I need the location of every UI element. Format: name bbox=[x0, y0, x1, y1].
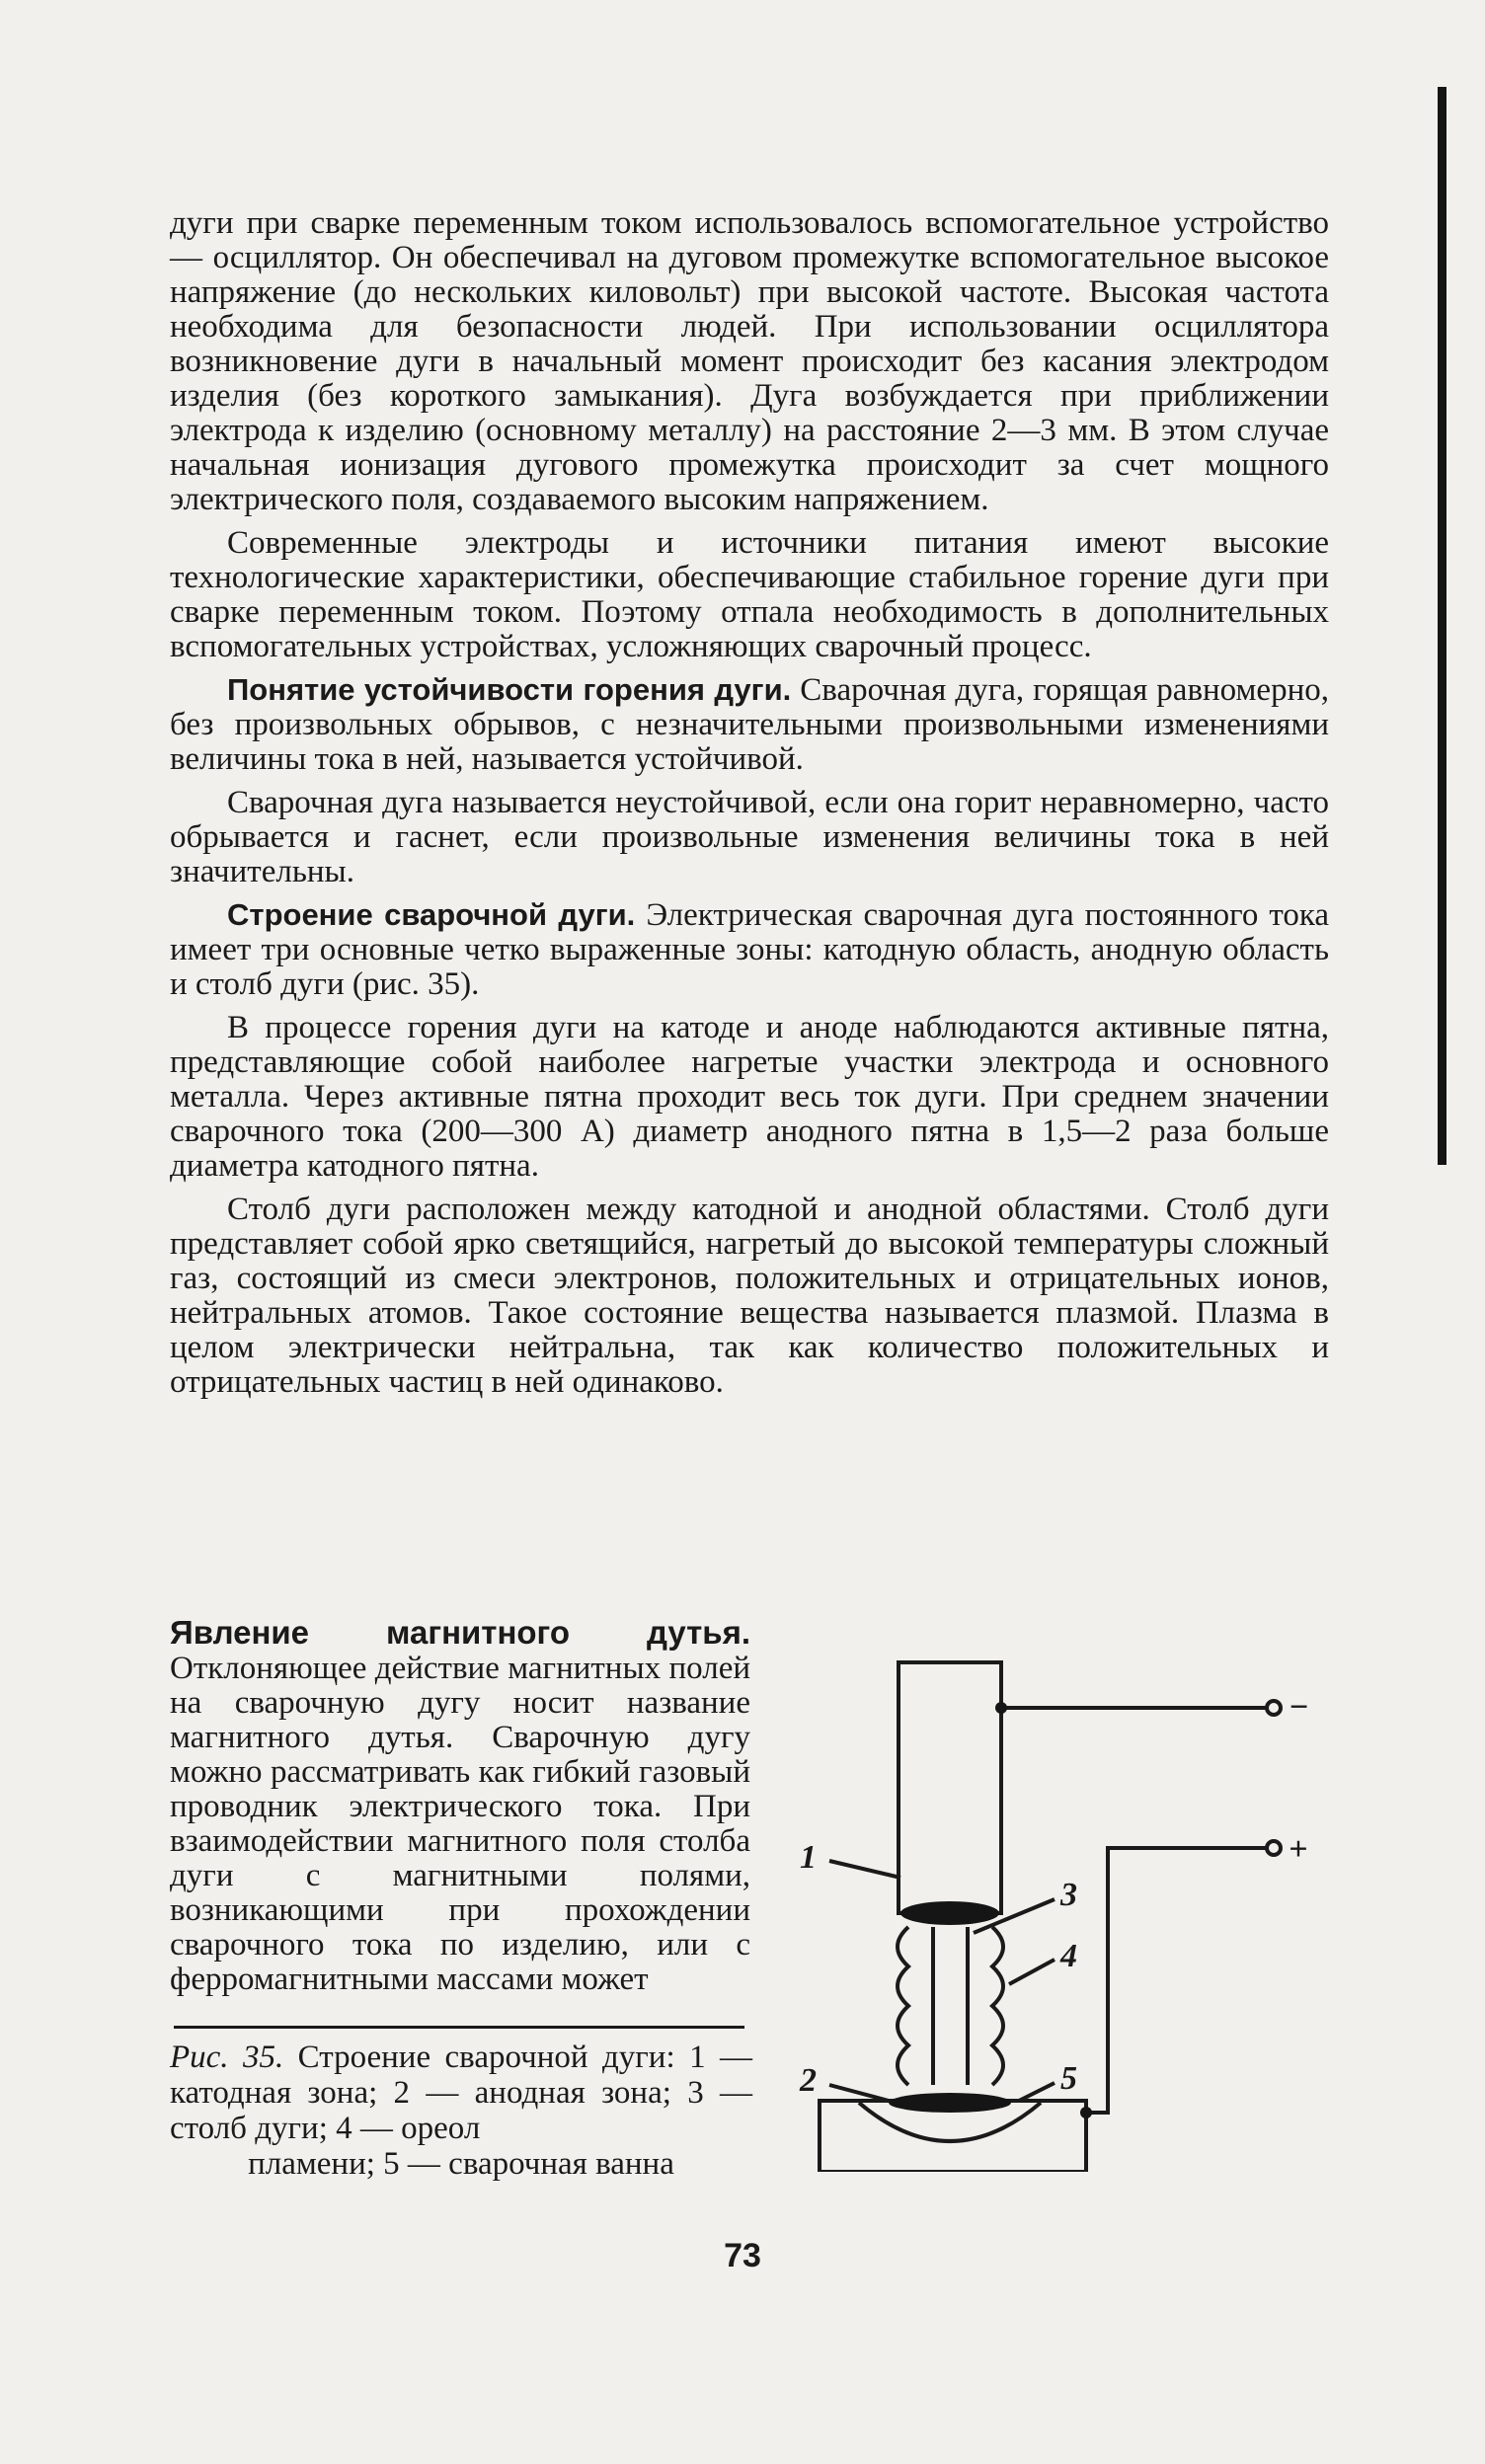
paragraph-text: Отклоняющее действие магнитных полей на сварочную дугу носит название магнитного дутья. Сварочную дугу можно рассматривать как гибкий газовый проводник электрического тока. При взаимодействии магнитного поля столба дуги с магнитными полями, возникающими при прохождении сварочного тока по изделию, или с ферромагнитными массами может bbox=[170, 1651, 750, 1997]
wire-joint-bottom bbox=[1080, 2107, 1092, 2118]
positive-wire bbox=[1086, 1848, 1266, 2113]
label-4: 4 bbox=[1060, 1938, 1077, 1974]
paragraph: Сварочная дуга называется неустойчивой, если она горит неравномерно, часто обрывается и гаснет, если произвольные изменения величины тока в ней значительны. bbox=[170, 785, 1329, 889]
negative-terminal bbox=[1267, 1701, 1281, 1715]
paragraph: Понятие устойчивости горения дуги. Сварочная дуга, горящая равномерно, без произвольных обрывов, с незначительными произвольными изменениями величины тока в ней, называется устойчивой. bbox=[170, 672, 1329, 777]
paragraph: В процессе горения дуги на катоде и аноде наблюдаются активные пятна, представляющие собой наиболее нагретые участки электрода и основного металла. Через активные пятна проходит весь ток дуги. При среднем значении сварочного тока (200—300 А) диаметр анодного пятна в 1,5—2 раза больше диаметра катодного пятна. bbox=[170, 1010, 1329, 1184]
anode-spot bbox=[889, 2093, 1011, 2113]
paragraph: Столб дуги расположен между катодной и анодной областями. Столб дуги представляет собой ярко светящийся, нагретый до высокой температуры сложный газ, состоящий из смеси электронов, положительных и отрицательных ионов, нейтральных атомов. Такое состояние вещества называется плазмой. Плазма в целом электрически нейтральна, так как количество положительных и отрицательных частиц в ней одинаково. bbox=[170, 1192, 1329, 1400]
paragraph: Строение сварочной дуги. Электрическая сварочная дуга постоянного тока имеет три основные четко выраженные зоны: катодную область, анодную область и столб дуги (рис. 35). bbox=[170, 897, 1329, 1002]
leader-2 bbox=[829, 2085, 889, 2101]
label-3: 3 bbox=[1060, 1877, 1077, 1913]
electrode bbox=[899, 1662, 1001, 1913]
aureole-left bbox=[898, 1927, 908, 2085]
plus-label: + bbox=[1289, 1831, 1308, 1868]
magnetic-blow-paragraph bbox=[170, 1615, 750, 1997]
paragraph-lead: Явление магнитного дутья. bbox=[170, 1614, 750, 1651]
page-number: 73 bbox=[724, 2237, 761, 2274]
aureole-right bbox=[992, 1927, 1003, 2085]
leader-5 bbox=[1019, 2083, 1055, 2101]
cathode-spot bbox=[900, 1901, 999, 1925]
caption-rule bbox=[174, 2026, 744, 2029]
label-2: 2 bbox=[800, 2062, 817, 2099]
label-5: 5 bbox=[1060, 2060, 1077, 2097]
leader-1 bbox=[829, 1861, 900, 1878]
leader-4 bbox=[1009, 1960, 1055, 1984]
figure-caption bbox=[170, 2040, 752, 2182]
wire-joint-top bbox=[995, 1702, 1007, 1714]
caption-prefix: Рис. 35. bbox=[170, 2040, 284, 2075]
paragraph: дуги при сварке переменным током использовалось вспомогательное устройство — осциллятор. Он обеспечивал на дуговом промежутке вспомогательное высокое напряжение (до нескольких киловольт) при высокой частоте. Высокая частота необходима для безопасности людей. При использовании осциллятора возникновение дуги в начальный момент происходит без касания электродом изделия (без короткого замыкания). Дуга возбуждается при приближении электрода к изделию (основному металлу) на расстояние 2—3 мм. В этом случае начальная ионизация дугового промежутка происходит за счет мощного электрического поля, создаваемого высоким напряжением. bbox=[170, 205, 1329, 517]
arc-structure-figure bbox=[790, 1619, 1343, 2172]
arc-diagram bbox=[790, 1619, 1343, 2172]
page-edge-bar bbox=[1438, 87, 1446, 1165]
label-1: 1 bbox=[800, 1839, 817, 1876]
caption-text: Строение сварочной дуги: 1 — катодная зона; 2 — анодная зона; 3 — столб дуги; 4 — ореол bbox=[170, 2040, 752, 2146]
minus-label: − bbox=[1289, 1689, 1309, 1726]
paragraph: Современные электроды и источники питания имеют высокие технологические характеристики, обеспечивающие стабильное горение дуги при сварке переменным током. Поэтому отпала необходимость в дополнительных вспомогательных устройствах, усложняющих сварочный процесс. bbox=[170, 525, 1329, 664]
caption-last-line: пламени; 5 — сварочная ванна bbox=[248, 2146, 674, 2182]
positive-terminal bbox=[1267, 1841, 1281, 1855]
main-text bbox=[170, 205, 1329, 1408]
